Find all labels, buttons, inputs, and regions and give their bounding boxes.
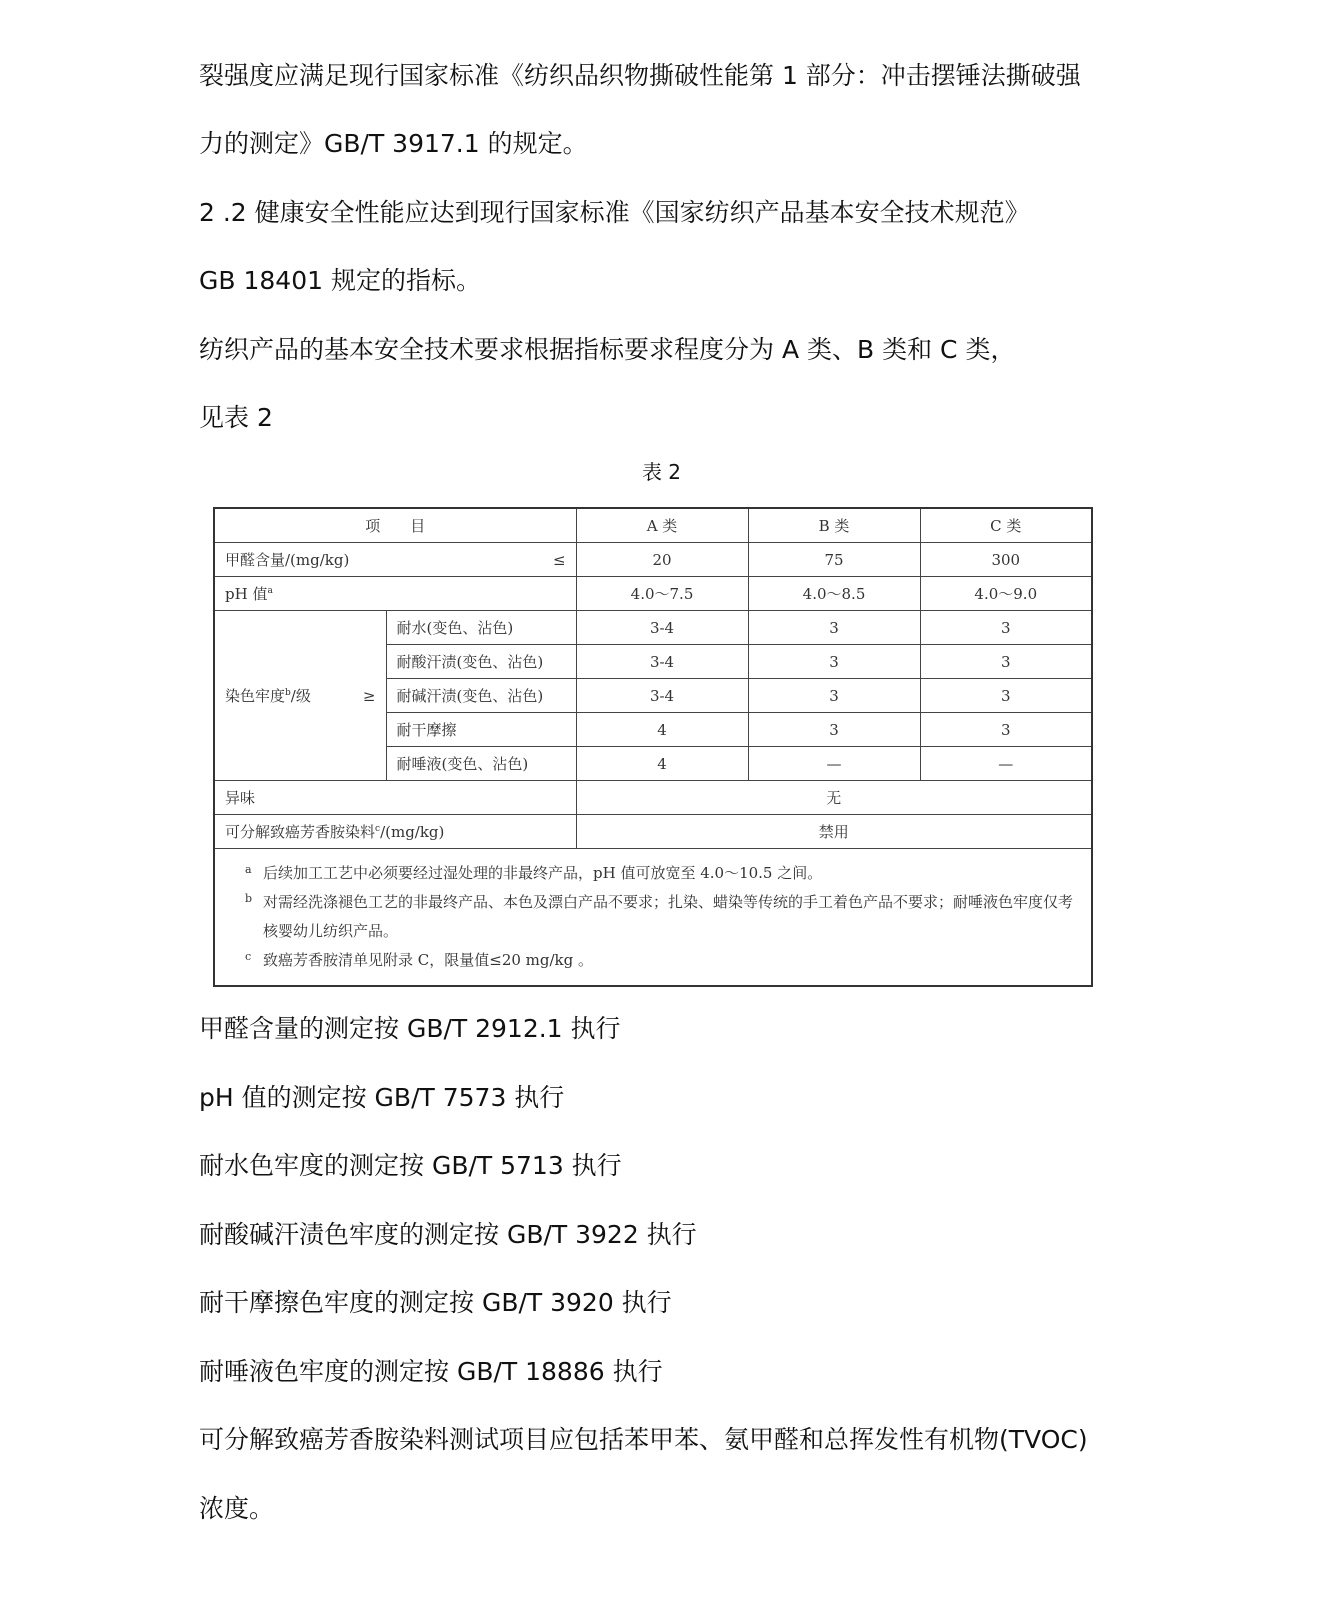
ph-label: pH 值: [225, 585, 268, 603]
header-class-a: A 类: [576, 508, 748, 543]
odor-label: 异味: [214, 781, 576, 815]
note-text: 后续加工工艺中必须要经过湿处理的非最终产品，pH 值可放宽至 4.0～10.5 之间。: [263, 864, 823, 882]
table-cell: 3: [748, 611, 920, 645]
table-cell: 3: [920, 713, 1092, 747]
body-text-line: 耐水色牢度的测定按 GB/T 5713 执行: [199, 1151, 622, 1180]
table-cell: 3-4: [576, 645, 748, 679]
table-cell: 75: [748, 543, 920, 577]
table-note: [245, 859, 1081, 888]
amine-value: 禁用: [576, 815, 1092, 849]
table-note: [245, 888, 1081, 946]
table-cell: 20: [576, 543, 748, 577]
formaldehyde-label: 甲醛含量/(mg/kg): [225, 551, 350, 569]
amine-label-cell: [214, 815, 576, 849]
body-text-line: 纺织产品的基本安全技术要求根据指标要求程度分为 A 类、B 类和 C 类，: [199, 335, 1016, 364]
footnote-mark: c: [375, 824, 381, 834]
table-note: [245, 946, 1081, 975]
footnote-mark: b: [285, 688, 291, 698]
footnote-mark: b: [245, 892, 253, 905]
table-row: [214, 611, 1092, 645]
table-cell: 300: [920, 543, 1092, 577]
body-text-line: 可分解致癌芳香胺染料测试项目应包括苯甲苯、氨甲醛和总挥发性有机物(TVOC): [199, 1425, 1088, 1454]
fastness-unit: /级: [290, 687, 311, 705]
note-text: 对需经洗涤褪色工艺的非最终产品、本色及漂白产品不要求；扎染、蜡染等传统的手工着色产品不要求；耐唾液色牢度仅考核婴幼儿纺织产品。: [263, 893, 1074, 940]
table-row: [214, 815, 1092, 849]
table-cell: 耐水(变色、沾色): [386, 611, 576, 645]
table-cell: 3: [748, 679, 920, 713]
table-cell: 耐酸汗渍(变色、沾色): [386, 645, 576, 679]
note-text: 致癌芳香胺清单见附录 C，限量值≤20 mg/kg 。: [263, 951, 594, 969]
table-cell: —: [920, 747, 1092, 781]
table-cell: 4.0～9.0: [920, 577, 1092, 611]
body-text-line: 裂强度应满足现行国家标准《纺织品织物撕破性能第 1 部分：冲击摆锤法撕破强: [199, 61, 1081, 90]
section-heading-2-2: 2 .2 健康安全性能应达到现行国家标准《国家纺织产品基本安全技术规范》: [199, 198, 1030, 227]
table-cell: 3: [748, 645, 920, 679]
body-text-line: pH 值的测定按 GB/T 7573 执行: [199, 1083, 565, 1112]
table-row: [214, 781, 1092, 815]
table-cell: 3: [920, 679, 1092, 713]
table-cell: 3-4: [576, 611, 748, 645]
ph-label-cell: [214, 577, 576, 611]
body-text-line: 见表 2: [199, 403, 273, 432]
table-row: [214, 577, 1092, 611]
min-sign: ≥: [362, 686, 376, 705]
body-text-line: GB 18401 规定的指标。: [199, 266, 481, 295]
table-notes-row: [214, 849, 1092, 987]
table-cell: 4: [576, 747, 748, 781]
table-cell: 4: [576, 713, 748, 747]
table-cell: 3-4: [576, 679, 748, 713]
table-cell: 4.0～8.5: [748, 577, 920, 611]
fastness-label-cell: [214, 611, 386, 781]
table-cell: 耐干摩擦: [386, 713, 576, 747]
fastness-label: 染色牢度: [225, 687, 286, 705]
table-cell: 3: [920, 645, 1092, 679]
safety-requirements-table: [213, 507, 1091, 987]
body-text-line: 耐干摩擦色牢度的测定按 GB/T 3920 执行: [199, 1288, 672, 1317]
table-cell: —: [748, 747, 920, 781]
footnote-mark: a: [245, 863, 252, 876]
table-cell: 耐唾液(变色、沾色): [386, 747, 576, 781]
amine-label: 可分解致癌芳香胺染料: [225, 823, 376, 841]
table-cell: 4.0～7.5: [576, 577, 748, 611]
table-header-row: [214, 508, 1092, 543]
table-notes: [214, 849, 1092, 987]
amine-unit: /(mg/kg): [380, 823, 445, 841]
table-row: [214, 543, 1092, 577]
footnote-mark: c: [245, 950, 252, 963]
header-class-c: C 类: [920, 508, 1092, 543]
table-caption: 表 2: [641, 460, 682, 484]
table-cell: 3: [748, 713, 920, 747]
body-text-line: 浓度。: [199, 1494, 275, 1523]
header-class-b: B 类: [748, 508, 920, 543]
formaldehyde-label-cell: [214, 543, 576, 577]
body-text-line: 耐酸碱汗渍色牢度的测定按 GB/T 3922 执行: [199, 1220, 697, 1249]
body-text-line: 耐唾液色牢度的测定按 GB/T 18886 执行: [199, 1357, 663, 1386]
body-text-line: 甲醛含量的测定按 GB/T 2912.1 执行: [199, 1014, 621, 1043]
max-sign: ≤: [552, 550, 566, 569]
body-text-line: 力的测定》GB/T 3917.1 的规定。: [199, 129, 588, 158]
odor-value: 无: [576, 781, 1092, 815]
table-cell: 耐碱汗渍(变色、沾色): [386, 679, 576, 713]
table-cell: 3: [920, 611, 1092, 645]
header-item: 项 目: [214, 508, 576, 543]
footnote-mark: a: [267, 586, 273, 596]
